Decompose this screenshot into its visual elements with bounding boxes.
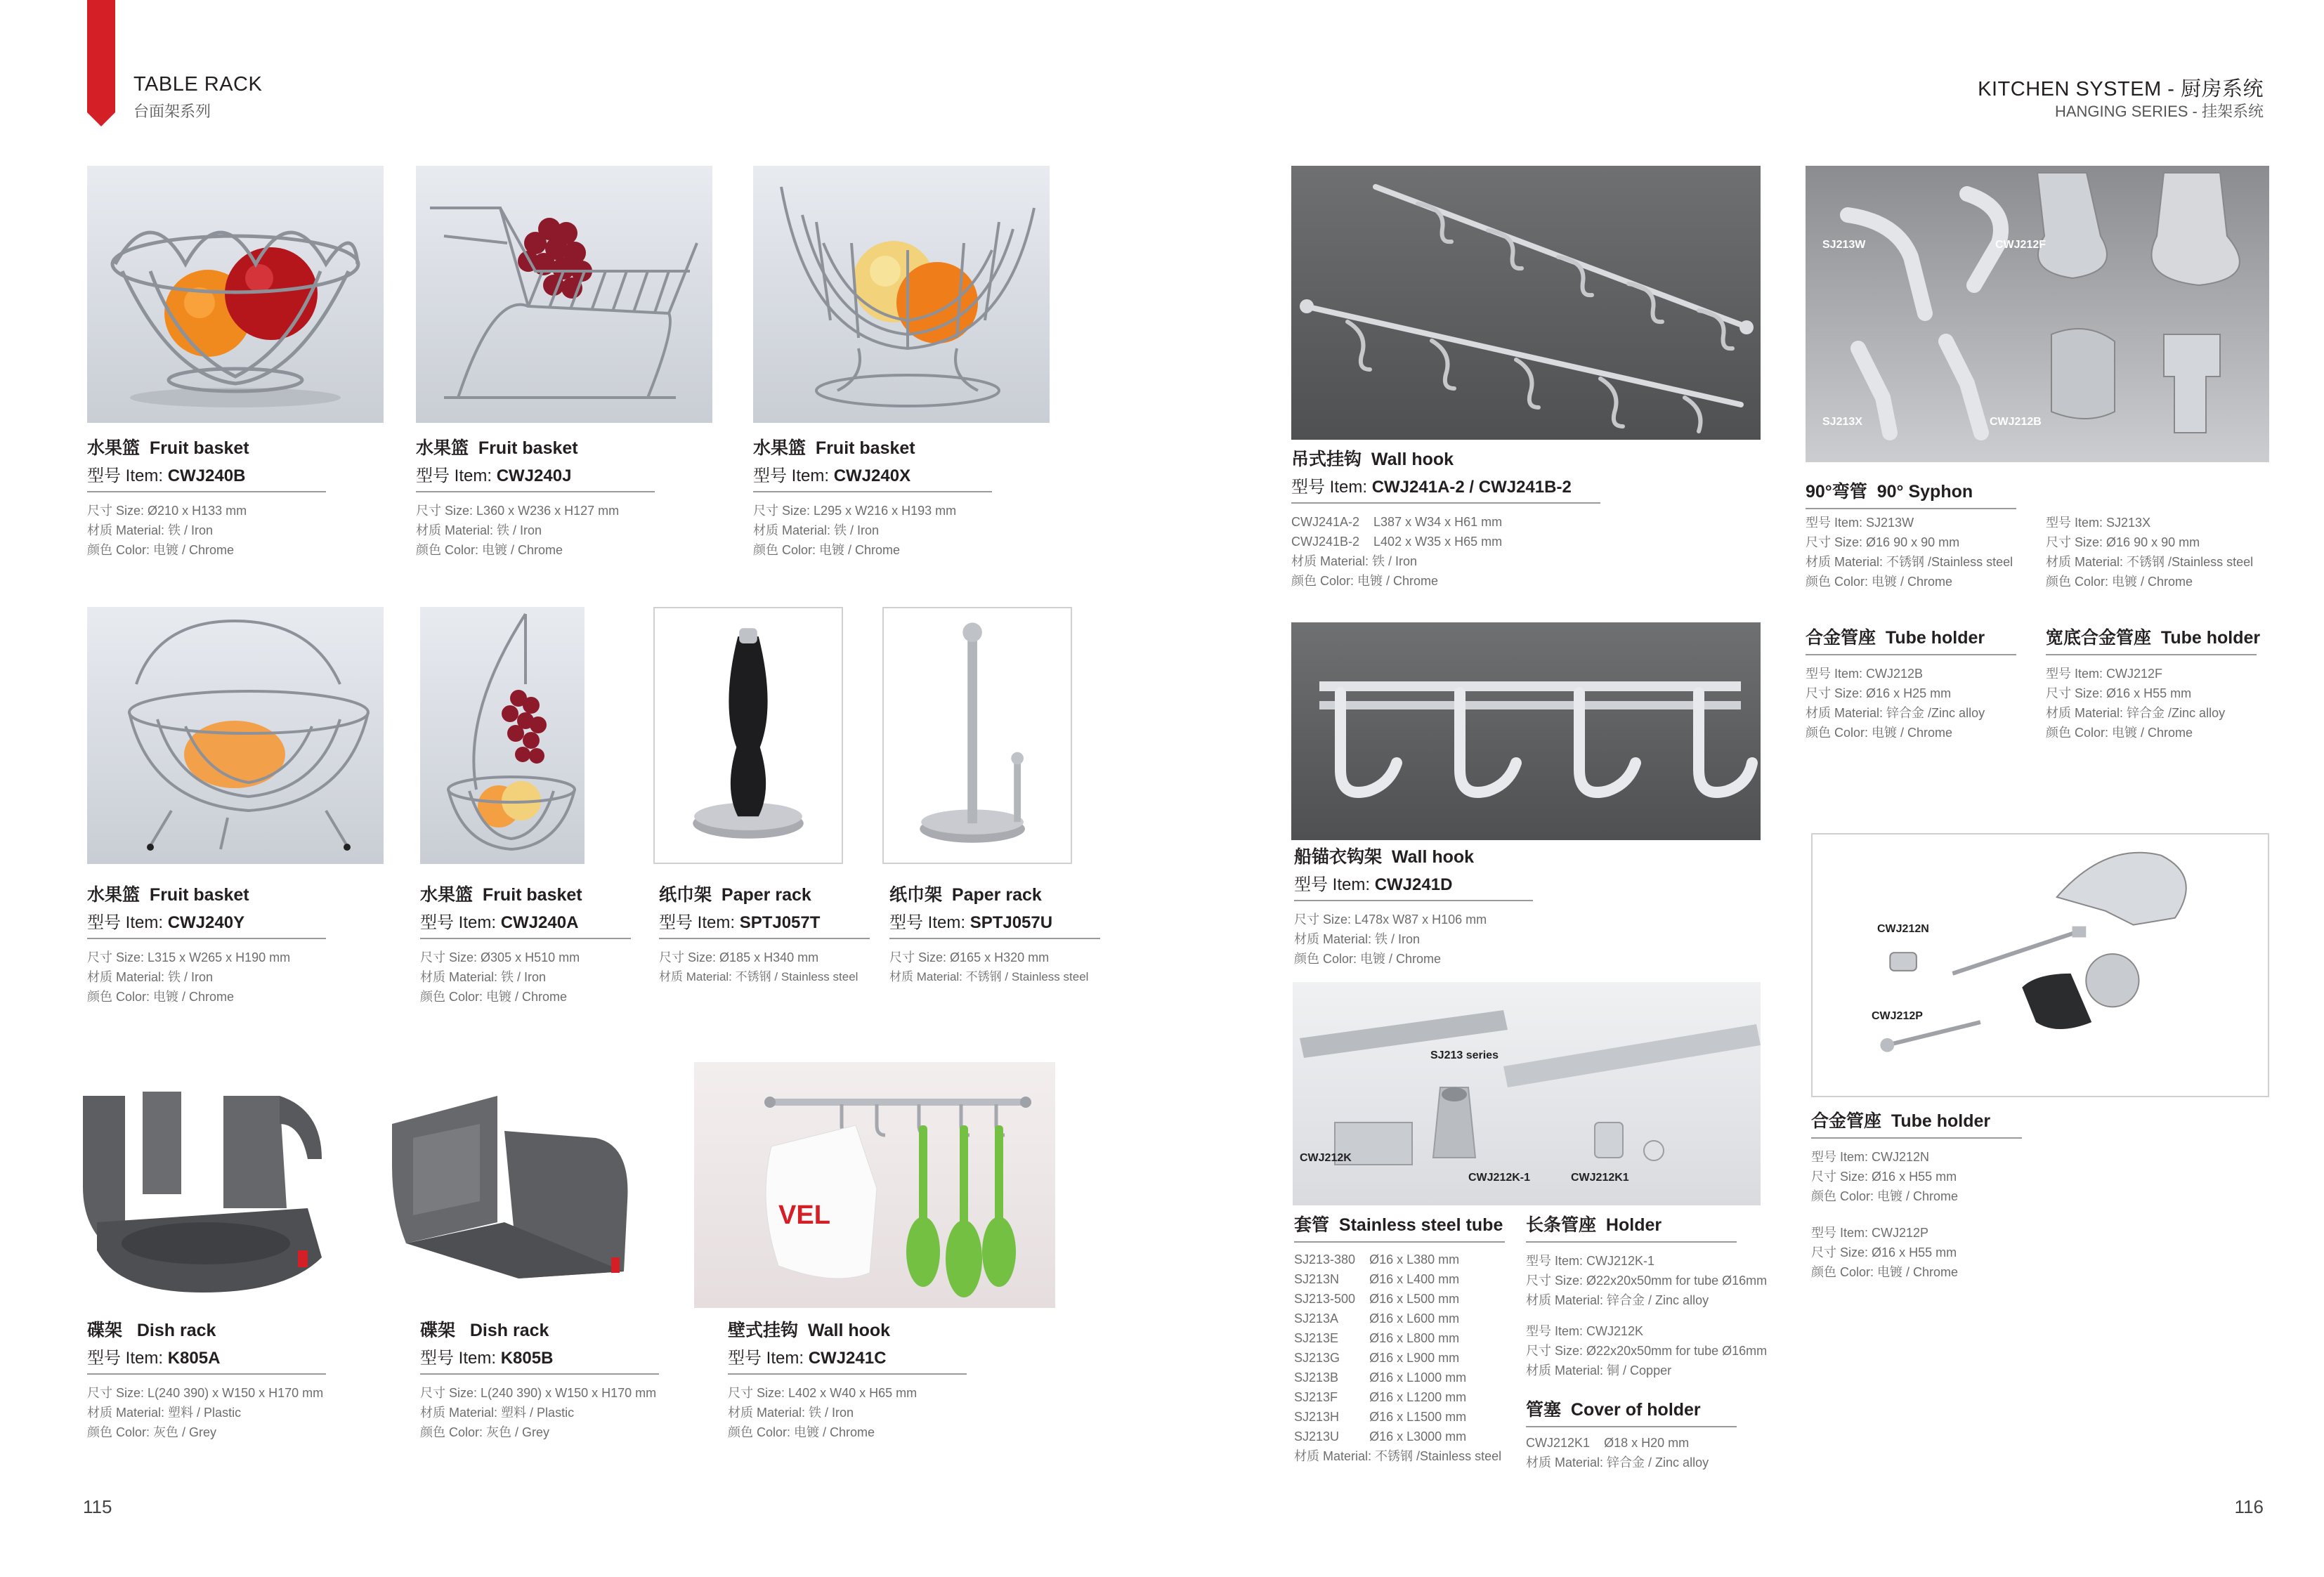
- product-caption-cwj241c: 壁式挂钩 Wall hook 型号 Item: CWJ241C 尺寸 Size: L402 x W40 x H65 mm 材质 Material: 铁 / Iron 颜色 Color: 电镀 / Chrome: [728, 1316, 967, 1442]
- product-item-code: SPTJ057T: [739, 913, 821, 932]
- product-item-code: CWJ240Y: [167, 913, 245, 932]
- product-caption-k805a: 碟架 Dish rack 型号 Item: K805A 尺寸 Size: L(240 390) x W150 x H170 mm 材质 Material: 塑料 / Plastic 颜色 Color: 灰色 / Grey: [87, 1316, 326, 1442]
- product-photo-cwj240b: [87, 166, 384, 423]
- product-caption-cwj212f: 宽底合金管座 Tube holder 型号 Item: CWJ212F 尺寸 Size: Ø16 x H55 mm 材质 Material: 锌合金 /Zinc alloy 颜色 Color: 电镀 / Chrome: [2046, 628, 2261, 740]
- spec-row: SJ213H Ø16 x L1500 mm: [1294, 1410, 1467, 1424]
- photo-label: SJ213W: [1822, 239, 1866, 251]
- spec-row: CWJ241A-2 L387 x W34 x H61 mm: [1291, 515, 1503, 529]
- product-size: Ø210 x H133 mm: [148, 504, 247, 518]
- right-section-subtitle: HANGING SERIES - 挂架系统: [2054, 103, 2264, 120]
- right-section-title: KITCHEN SYSTEM - 厨房系统: [1978, 78, 2264, 100]
- product-photo-cwj240j: [416, 166, 712, 423]
- product-caption-holder: 长条管座 Holder 型号 Item: CWJ212K-1 尺寸 Size: Ø22x20x50mm for tube Ø16mm 材质 Material: 锌合金 / Zinc alloy 型号 Item: CWJ212K 尺寸 Size: Ø22x20x50mm for tube Ø16mm 材质 Material: 铜 / Copper 管塞 Cover of holder CWJ212K1 Ø18 x H20 mm 材质 Material: 锌合金 / Zinc alloy: [1526, 1215, 1768, 1470]
- product-photo-k805a: [76, 1082, 329, 1293]
- product-photo-cwj241a-b: [1291, 166, 1761, 440]
- product-caption-cwj240b: 水果篮 Fruit basket 型号 Item: CWJ240B 尺寸 Size: Ø210 x H133 mm 材质 Material: 铁 / Iron 颜色 Color: 电镀 / Chrome: [87, 434, 326, 560]
- spec-row: SJ213G Ø16 x L900 mm: [1294, 1351, 1460, 1365]
- product-photo-cwj240y: [87, 607, 384, 864]
- product-caption-syphon: 90°弯管 90° Syphon: [1806, 478, 2255, 509]
- product-color: 电镀 / Chrome: [153, 543, 235, 557]
- product-name-en: Fruit basket: [149, 438, 249, 458]
- product-photo-cwj241d: [1291, 622, 1761, 840]
- spec-row: SJ213-380 Ø16 x L380 mm: [1294, 1252, 1460, 1267]
- spec-row: SJ213U Ø16 x L3000 mm: [1294, 1429, 1467, 1444]
- spec-row: SJ213N Ø16 x L400 mm: [1294, 1272, 1460, 1286]
- product-caption-cwj241d: 船锚衣钩架 Wall hook 型号 Item: CWJ241D 尺寸 Size: L478x W87 x H106 mm 材质 Material: 铁 / Iron 颜色 Color: 电镀 / Chrome: [1294, 843, 1533, 969]
- product-photo-cwj240a: [420, 607, 585, 864]
- page-number-left: 115: [83, 1496, 112, 1517]
- product-spec-sj213w: 型号 Item: SJ213W 尺寸 Size: Ø16 90 x 90 mm 材质 Material: 不锈钢 /Stainless steel 颜色 Color: 电镀 / Chrome: [1806, 516, 2013, 589]
- spec-row: SJ213B Ø16 x L1000 mm: [1294, 1370, 1467, 1385]
- product-photo-sj213-series: [1293, 982, 1761, 1205]
- product-photo-cwj212n-p: [1811, 833, 2269, 1097]
- product-caption-cwj212b: 合金管座 Tube holder 型号 Item: CWJ212B 尺寸 Size: Ø16 x H25 mm 材质 Material: 锌合金 /Zinc alloy 颜色 Color: 电镀 / Chrome: [1806, 624, 2016, 742]
- photo-label: SJ213X: [1822, 416, 1862, 428]
- spec-row: SJ213-500 Ø16 x L500 mm: [1294, 1292, 1460, 1306]
- product-name-cn: 水果篮: [87, 438, 141, 458]
- product-caption-sj213: 套管 Stainless steel tube SJ213-380 Ø16 x L380 mm SJ213N Ø16 x L400 mm SJ213-500 Ø16 x L500 mm SJ213A Ø16 x L600 mm SJ213E Ø16 x L800 mm SJ213G Ø16 x L900 mm SJ213B Ø16 x L1000 mm SJ213F Ø16 x L1200 mm SJ213H Ø16 x L1500 mm SJ213U Ø16 x L3000 mm 材质 Material: 不锈钢 /Stainless steel: [1294, 1211, 1505, 1466]
- product-caption-cwj240a: 水果篮 Fruit basket 型号 Item: CWJ240A 尺寸 Size: Ø305 x H510 mm 材质 Material: 铁 / Iron 颜色 Color: 电镀 / Chrome: [420, 881, 631, 1007]
- section-tab-marker: [87, 0, 115, 126]
- product-item-code: CWJ240J: [496, 466, 572, 485]
- product-item-code: CWJ241A-2 / CWJ241B-2: [1371, 478, 1572, 497]
- product-material: 铁 / Iron: [168, 523, 214, 537]
- photo-label: CWJ212B: [1990, 416, 2042, 428]
- product-caption-cwj240y: 水果篮 Fruit basket 型号 Item: CWJ240Y 尺寸 Size: L315 x W265 x H190 mm 材质 Material: 铁 / Iron 颜色 Color: 电镀 / Chrome: [87, 881, 326, 1007]
- photo-label: CWJ212K-1: [1468, 1172, 1531, 1184]
- product-photo-cwj241c: [694, 1062, 1055, 1308]
- spec-row: SJ213A Ø16 x L600 mm: [1294, 1311, 1460, 1326]
- product-caption-cwj241a-b: 吊式挂钩 Wall hook 型号 Item: CWJ241A-2 / CWJ241B-2 CWJ241A-2 L387 x W34 x H61 mm CWJ241B-2 L402 x W35 x H65 mm 材质 Material: 铁 / Iron 颜色 Color: 电镀 / Chrome: [1291, 445, 1600, 591]
- product-spec-sj213x: 型号 Item: SJ213X 尺寸 Size: Ø16 90 x 90 mm 材质 Material: 不锈钢 /Stainless steel 颜色 Color: 电镀 / Chrome: [2046, 516, 2254, 589]
- product-item-code: K805A: [167, 1349, 221, 1368]
- section-subtitle: 台面架系列: [133, 103, 211, 120]
- photo-label: CWJ212N: [1877, 923, 1929, 935]
- product-item-code: CWJ240B: [167, 466, 246, 485]
- product-item-code: CWJ240X: [833, 466, 911, 485]
- photo-label: CWJ212K: [1300, 1152, 1352, 1164]
- product-caption-sptj057u: 纸巾架 Paper rack 型号 Item: SPTJ057U 尺寸 Size: Ø165 x H320 mm 材质 Material: 不锈钢 / Stainless steel: [889, 881, 1100, 987]
- photo-label: CWJ212K1: [1571, 1172, 1629, 1184]
- product-item-code: CWJ241D: [1374, 875, 1453, 894]
- photo-label: CWJ212P: [1872, 1010, 1923, 1022]
- page-number-right: 116: [2234, 1496, 2264, 1517]
- product-item-code: CWJ240A: [500, 913, 579, 932]
- product-item-code: SPTJ057U: [970, 913, 1053, 932]
- photo-label: SJ213 series: [1430, 1049, 1499, 1061]
- product-photo-sptj057u: [882, 607, 1072, 864]
- product-item-code: CWJ241C: [808, 1349, 887, 1368]
- product-item-code: K805B: [500, 1349, 554, 1368]
- product-caption-cwj212n-p: 合金管座 Tube holder 型号 Item: CWJ212N 尺寸 Size: Ø16 x H55 mm 颜色 Color: 电镀 / Chrome 型号 Item: CWJ212P 尺寸 Size: Ø16 x H55 mm 颜色 Color: 电镀 / Chrome: [1811, 1107, 2022, 1282]
- product-caption-k805b: 碟架 Dish rack 型号 Item: K805B 尺寸 Size: L(240 390) x W150 x H170 mm 材质 Material: 塑料 / Plastic 颜色 Color: 灰色 / Grey: [420, 1316, 659, 1442]
- product-caption-sptj057t: 纸巾架 Paper rack 型号 Item: SPTJ057T 尺寸 Size: Ø185 x H340 mm 材质 Material: 不锈钢 / Stainless steel: [659, 881, 870, 987]
- spec-row: SJ213E Ø16 x L800 mm: [1294, 1331, 1460, 1345]
- product-caption-cwj240x: 水果篮 Fruit basket 型号 Item: CWJ240X 尺寸 Size: L295 x W216 x H193 mm 材质 Material: 铁 / Iron 颜色 Color: 电镀 / Chrome: [753, 434, 992, 560]
- product-photo-cwj240x: [753, 166, 1050, 423]
- spec-row: SJ213F Ø16 x L1200 mm: [1294, 1390, 1467, 1404]
- product-caption-cwj240j: 水果篮 Fruit basket 型号 Item: CWJ240J 尺寸 Size: L360 x W236 x H127 mm 材质 Material: 铁 / Iron 颜色 Color: 电镀 / Chrome: [416, 434, 655, 560]
- section-title: TABLE RACK: [133, 73, 263, 96]
- product-photo-k805b: [385, 1082, 638, 1293]
- photo-label: CWJ212F: [1995, 239, 2046, 251]
- spec-row: CWJ241B-2 L402 x W35 x H65 mm: [1291, 535, 1503, 549]
- product-photo-syphon: [1806, 166, 2269, 462]
- product-photo-sptj057t: [653, 607, 843, 864]
- svg-text:VEL: VEL: [778, 1200, 830, 1230]
